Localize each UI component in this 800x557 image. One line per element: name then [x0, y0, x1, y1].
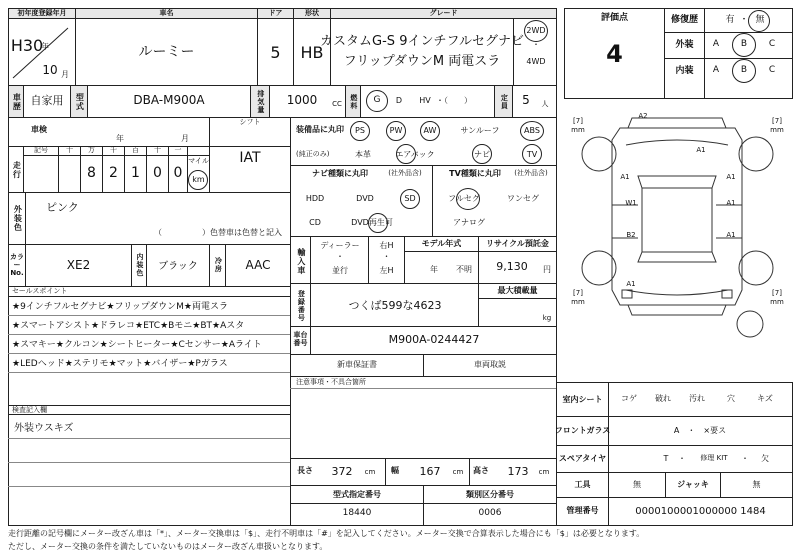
grade-line1: カスタムG-S 9インチフルセグナビ	[320, 33, 524, 49]
import-dot: ・	[336, 251, 344, 261]
fuel-other: ・（ ）	[436, 95, 472, 105]
digit-label: 千	[110, 146, 117, 155]
diag-unit: mm	[770, 126, 784, 135]
mileage-digit: 0	[153, 165, 162, 182]
score: 4	[606, 39, 623, 68]
navi-hdd: HDD	[305, 193, 325, 203]
capacity-unit: 人	[541, 100, 549, 109]
doors-label: ドア	[258, 9, 293, 18]
diag-a1: A1	[620, 173, 630, 182]
drive-2wd: 2WD	[526, 25, 546, 35]
score-label: 評価点	[600, 13, 628, 24]
digit-label: 百	[132, 146, 139, 155]
shift: IAT	[239, 150, 261, 167]
tv-types-sub: (社外品含)	[514, 169, 548, 178]
shape: HB	[300, 43, 324, 63]
new-car-warranty: 新車保証書	[337, 359, 377, 369]
inspector-note: 外装ウスキズ	[14, 422, 74, 434]
inspection-year-unit: 年	[116, 133, 124, 143]
import-dot2: ・	[382, 251, 391, 261]
diag-bracket: [7]	[573, 289, 583, 298]
notes-label: 注意事項・不具合箇所	[296, 378, 366, 387]
interior-a: A	[712, 65, 720, 76]
windshield-value: A ・ ×要ス	[673, 425, 727, 435]
diag-bracket: [7]	[772, 289, 782, 298]
spare-sep: ・	[741, 453, 749, 463]
spare-none: 欠	[761, 453, 769, 463]
fuel-hv: HV	[419, 95, 431, 105]
interior-color-label: 内装色	[135, 253, 144, 277]
grade-label: グレード	[331, 9, 556, 18]
category: 自家用	[30, 93, 64, 107]
registration-label: 登録番号	[297, 290, 306, 322]
diag-bracket: [7]	[772, 117, 782, 126]
model-number: 18440	[342, 508, 372, 519]
spare-dot: ・	[678, 453, 686, 463]
recycle-unit: 円	[543, 264, 551, 274]
sales-line: ★スマートアシスト★ドラレコ★ETC★Bモニ★BT★Aスタ	[12, 321, 245, 332]
tv-types-label: TV種類に丸印	[449, 168, 501, 178]
tools-label: 工具	[574, 479, 591, 489]
jack-value: 無	[752, 479, 761, 489]
jack-label: ジャッキ	[677, 479, 709, 489]
max-load-label: 最大積載量	[497, 286, 538, 296]
navi-dvd: DVD	[356, 193, 374, 203]
repair-yes: 有	[725, 15, 735, 26]
navi-types-sub: (社外品含)	[388, 169, 422, 178]
navi-sd: SD	[404, 193, 416, 203]
ac-label: 冷房	[214, 257, 223, 273]
mileage-digit: 8	[87, 165, 96, 182]
seat-item: キズ	[757, 393, 773, 403]
import-right: 右H	[379, 240, 394, 250]
spare-t: T	[663, 453, 669, 463]
seats-label: 室内シート	[562, 394, 603, 404]
length-unit: cm	[364, 468, 376, 477]
equipment-label: 装備品に丸印	[296, 124, 344, 134]
capacity-label: 定員	[495, 86, 512, 117]
ac-value: AAC	[245, 258, 271, 273]
interior-color: ブラック	[158, 260, 198, 272]
fuel-g: G	[373, 95, 381, 106]
kg-unit: kg	[542, 314, 552, 323]
equip-airbag: エアバック	[395, 149, 435, 159]
equip-leather: 本革	[355, 149, 371, 159]
diag-w1: W1	[625, 199, 637, 208]
width-label: 幅	[391, 465, 399, 475]
model: DBA-M900A	[133, 93, 205, 108]
diag-a1: A1	[726, 173, 736, 182]
model-year-label: モデル年式	[421, 239, 462, 249]
import-parallel: 並行	[332, 265, 348, 275]
exterior-c: C	[768, 39, 776, 50]
shape-label: 形状	[294, 9, 330, 18]
displacement: 1000	[286, 93, 318, 108]
equip-aw: AW	[423, 125, 437, 135]
mileage-digit: 2	[109, 165, 118, 182]
navi-cd: CD	[309, 217, 321, 227]
color-no-label: カラーNo.	[10, 253, 24, 277]
digit-label: 十	[154, 146, 161, 155]
vehicle-diagram	[582, 118, 773, 337]
mileage-digit: 1	[131, 165, 140, 182]
drive-4wd: 4WD	[526, 56, 546, 66]
month-suffix: 月	[61, 69, 69, 79]
mileage-digit: 0	[173, 165, 183, 182]
diag-unit: mm	[571, 126, 585, 135]
year: H30	[10, 36, 44, 56]
width-value: 167	[419, 464, 441, 478]
navi-types-label: ナビ種類に丸印	[312, 168, 368, 178]
category-label: 車歴	[9, 86, 23, 117]
length-value: 372	[331, 464, 353, 478]
exterior-b: B	[740, 39, 748, 50]
mgmt-label: 管理番号	[566, 505, 599, 515]
mileage-code-label: 記号	[34, 146, 48, 155]
equipment-sub: (純正のみ)	[296, 150, 330, 159]
model-label: 型式	[71, 86, 87, 117]
fuel-d: D	[395, 95, 403, 105]
car-name: ルーミー	[138, 44, 195, 61]
diag-a1: A1	[696, 146, 706, 155]
mile-label: マイル	[188, 157, 209, 166]
interior-b: B	[740, 65, 748, 76]
height-label: 高さ	[473, 465, 489, 475]
color-value: ピンク	[46, 200, 79, 214]
tools-value: 無	[633, 479, 641, 489]
class-number: 0006	[478, 508, 502, 519]
model-year-unit: 年	[430, 264, 438, 274]
footer-line1: 走行距離の記号欄にメーター改ざん車は「*」、メーター交換車は「$」、走行不明車は「#」を記入してください。メーター交換で合算表示した場合にも「$」は必要となります。	[8, 529, 645, 539]
exterior-a: A	[712, 39, 720, 50]
cc-unit: CC	[332, 100, 342, 109]
grade-line2: フリップダウンM 両電スラ	[343, 53, 501, 69]
import-label: 輸入車	[296, 247, 306, 275]
diag-b2: B2	[626, 231, 636, 240]
diag-unit: mm	[770, 298, 784, 307]
capacity: 5	[522, 93, 530, 108]
color-change-note: （ ）色替車は色替と記入	[154, 227, 282, 237]
width-unit: cm	[452, 468, 464, 477]
diag-a1: A1	[626, 280, 636, 289]
color-label: 外装色	[13, 204, 23, 232]
inspector-label: 検査記入欄	[12, 405, 47, 414]
sales-line: ★9インチフルセグナビ★フリップダウンM★両電スラ	[12, 302, 228, 313]
tv-oneseg: ワンセグ	[507, 193, 539, 203]
windshield-label: フロントガラス	[554, 425, 611, 435]
repair-no: 無	[755, 15, 765, 26]
doors: 5	[270, 43, 281, 63]
seat-item: 汚れ	[689, 393, 705, 403]
exterior-label: 外装	[675, 39, 694, 50]
mileage-label: 走行	[12, 161, 22, 179]
equip-pw: PW	[389, 125, 403, 135]
first-reg-label: 初年度登録年月	[9, 9, 75, 18]
equip-abs: ABS	[524, 125, 540, 135]
vehicle-manual: 車両取説	[474, 359, 506, 369]
shift-label: シフト	[239, 118, 261, 127]
month: 10	[42, 63, 58, 78]
sales-line: ★LEDヘッド★ステリモ★マット★バイザー★Pガラス	[12, 359, 228, 370]
equip-tv: TV	[526, 149, 538, 159]
tv-analog: アナログ	[453, 217, 485, 227]
chassis-value: M900A-0244427	[388, 332, 480, 346]
seat-item: コゲ	[621, 393, 637, 403]
diag-a1: A1	[726, 231, 736, 240]
inspection-month-unit: 月	[181, 133, 189, 143]
color-no: XE2	[66, 258, 91, 273]
navi-dvd-play: DVD再生可	[351, 217, 393, 227]
length-label: 長さ	[297, 465, 313, 475]
seat-item: 破れ	[655, 393, 671, 403]
diag-unit: mm	[571, 298, 585, 307]
equip-ps: PS	[355, 125, 365, 135]
digit-label: 一	[174, 146, 182, 155]
class-number-label: 類別区分番号	[466, 489, 514, 499]
diag-bracket: [7]	[573, 117, 583, 126]
digit-label: 万	[88, 146, 95, 155]
repair-dot: ・	[739, 15, 749, 26]
import-dealer: ディーラー	[320, 240, 360, 250]
interior-label: 内装	[675, 65, 694, 76]
diag-a2: A2	[638, 112, 648, 121]
model-year-value: 不明	[456, 264, 472, 274]
car-name-label: 車名	[76, 9, 257, 18]
repair-label: 修復歴	[670, 14, 698, 25]
tv-fullseg: フルセグ	[448, 193, 480, 203]
footer-line2: ただし、メーター交換の条件を満たしていないものはメーター改ざん車扱いとなります。	[8, 542, 328, 552]
equip-sunroof: サンルーフ	[460, 125, 500, 135]
equip-navi: ナビ	[474, 149, 490, 159]
sales-line: ★スマキー★クルコン★シートヒーター★Cセンサー★Aライト	[12, 340, 262, 351]
interior-c: C	[768, 65, 776, 76]
fuel-label: 燃料	[346, 86, 360, 117]
mgmt-value: 0000100001000000 1484	[635, 505, 766, 517]
displacement-label: 排気量	[251, 86, 269, 117]
km-unit: km	[192, 174, 205, 184]
diag-a1: A1	[726, 199, 736, 208]
registration-value: つくば599な4623	[348, 298, 442, 312]
spare-label: スペアタイヤ	[558, 453, 607, 463]
height-value: 173	[507, 464, 529, 478]
import-left: 左H	[379, 265, 394, 275]
drive-dot: ・	[532, 39, 540, 49]
year-suffix: 年	[41, 41, 49, 51]
inspection-label: 車検	[31, 124, 47, 134]
model-number-label: 型式指定番号	[333, 489, 381, 499]
recycle-label: リサイクル預託金	[486, 239, 549, 249]
recycle-value: 9,130	[496, 259, 528, 273]
seat-item: 穴	[727, 393, 735, 403]
sales-points-label: セールスポイント	[12, 287, 68, 296]
chassis-label: 車台番号	[293, 331, 308, 347]
spare-kit: 修理 KIT	[700, 454, 728, 463]
height-unit: cm	[538, 468, 550, 477]
digit-label: 十	[66, 146, 73, 155]
